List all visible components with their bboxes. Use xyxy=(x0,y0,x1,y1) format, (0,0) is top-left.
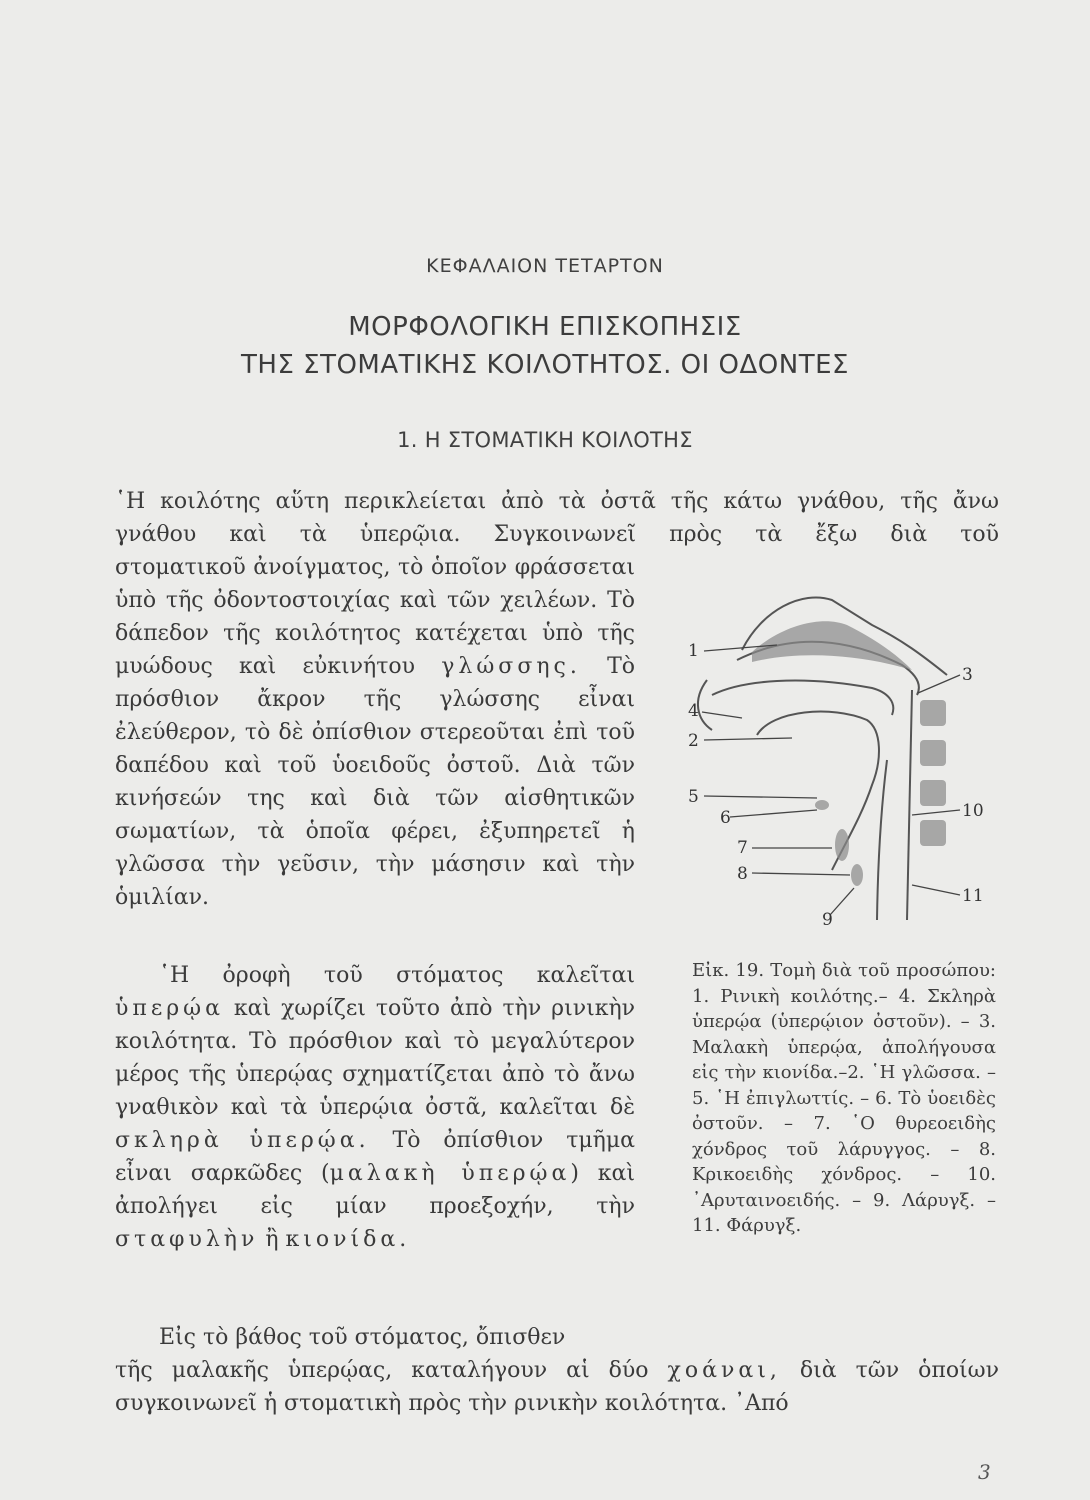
section-heading: 1. Η ΣΤΟΜΑΤΙΚΗ ΚΟΙΛΟΤΗΣ xyxy=(397,428,693,452)
lip-outline xyxy=(698,680,712,730)
paragraph-1-text-b: Τὸ πρόσθιον ἄκρον τῆς γλώσσης εἶναι ἐλεύθερον, τὸ δὲ ὀπίσθιον στερεοῦται ἐπὶ τοῦ δαπέδου καὶ τοῦ ὑοειδοῦς ὀστοῦ. Διὰ τῶν κινήσεών της καὶ διὰ τῶν αἰσθητικῶν σωματίων, τὰ ὁποῖα φέρει, ἐξυπηρετεῖ ἡ γλῶσσα τὴν γεῦσιν, τὴν μάσησιν καὶ τὴν ὁμιλίαν. xyxy=(115,654,635,910)
cricoid-cartilage xyxy=(851,864,863,886)
leader-5 xyxy=(704,796,817,798)
emphasis-glossa: γλώσσης. xyxy=(441,654,581,679)
emphasis-malaki-yperoa: μαλακὴ ὑπερῴα xyxy=(329,1161,571,1186)
leader-3 xyxy=(918,675,960,693)
paragraph-2-text-b: καὶ χωρίζει τοῦτο ἀπὸ τὴν ρινικὴν κοιλότητα. Τὸ πρόσθιον καὶ τὸ μεγαλύτερον μέρος τῆς ὑπερῴας σχηματίζεται ἀπὸ τὸ ἄνω γναθικὸν καὶ τὰ ὑπερῴια ὀστᾶ, καλεῖται δὲ xyxy=(115,996,635,1120)
figure-sagittal-section xyxy=(682,570,992,930)
paragraph-2-text-d: ) καὶ ἀπολήγει εἰς μίαν προεξοχήν, τὴν xyxy=(115,1161,635,1219)
paragraph-3-text-b: τῆς μαλακῆς ὑπερῴας, καταλήγουν αἱ δύο xyxy=(115,1358,649,1383)
tongue-outline xyxy=(757,712,879,870)
pharynx-wall xyxy=(907,690,912,920)
figure-label-3: 3 xyxy=(962,665,973,685)
chapter-title-line1: ΜΟΡΦΟΛΟΓΙΚΗ ΕΠΙΣΚΟΠΗΣΙΣ xyxy=(348,312,742,342)
paragraph-3-start: Εἰς τὸ βάθος τοῦ στόματος, ὄπισθεν xyxy=(159,1325,566,1350)
leader-8 xyxy=(752,873,850,875)
emphasis-kionida: κιονίδα. xyxy=(285,1227,411,1252)
paragraph-3-continued xyxy=(115,1354,999,1420)
chapter-title-line2: ΤΗΣ ΣΤΟΜΑΤΙΚΗΣ ΚΟΙΛΟΤΗΤΟΣ. ΟΙ ΟΔΟΝΤΕΣ xyxy=(241,350,849,380)
leader-4 xyxy=(702,712,742,718)
figure-label-9: 9 xyxy=(822,910,833,930)
hyoid-bone xyxy=(815,800,829,810)
figure-label-4: 4 xyxy=(688,701,699,721)
leader-9 xyxy=(830,888,854,915)
emphasis-yperoa: ὑπερῴα xyxy=(115,996,224,1021)
leader-10 xyxy=(912,810,960,815)
page-number: 3 xyxy=(978,1460,991,1484)
vertebra-4 xyxy=(920,820,946,846)
emphasis-sklira-yperoa: σκληρὰ ὑπερῴα. xyxy=(115,1128,370,1153)
paragraph-2-text-c: Τὸ ὀπίσθιον τμῆμα εἶναι σαρκῶδες ( xyxy=(115,1128,635,1186)
paragraph-2-text-a: ῾Η ὀροφὴ τοῦ στόματος καλεῖται xyxy=(159,963,635,988)
leader-6 xyxy=(730,810,817,817)
figure-caption: Εἰκ. 19. Τομὴ διὰ τοῦ προσώπου: 1. Ρινικὴ κοιλότης.– 4. Σκληρὰ ὑπερῴα (ὑπερῴιον ὀστοῦν). – 3. Μαλακὴ ὑπερῴα, ἀπολήγουσα εἰς τὴν κιονίδα.–2. ῾Η γλῶσσα. – 5. ῾Η ἐπιγλωττίς. – 6. Τὸ ὑοειδὲς ὀστοῦν. – 7. ῾Ο θυρεοειδὴς χόνδρος τοῦ λάρυγγος. – 8. Κρικοειδὴς χόνδρος. – 10. ᾿Αρυταινοειδής. – 9. Λάρυγξ. – 11. Φάρυγξ. xyxy=(692,960,996,1236)
chapter-heading: ΚΕΦΑΛΑΙΟΝ ΤΕΤΑΡΤΟΝ xyxy=(426,255,664,277)
figure-label-6: 6 xyxy=(720,808,731,828)
figure-label-2: 2 xyxy=(688,731,699,751)
emphasis-stafyli: σταφυλὴν xyxy=(115,1227,259,1252)
figure-label-8: 8 xyxy=(737,864,748,884)
figure-label-5: 5 xyxy=(688,787,699,807)
figure-label-7: 7 xyxy=(737,838,748,858)
pharynx-wall-inner xyxy=(877,760,887,920)
hard-palate-outline xyxy=(712,681,893,715)
paragraph-1-text-a: στοματικοῦ ἀνοίγματος, τὸ ὁποῖον φράσσεται ὑπὸ τῆς ὀδοντοστοιχίας καὶ τῶν χειλέων. Τὸ δάπεδον τῆς κοιλότητος κατέχεται ὑπὸ τῆς μυώδους καὶ εὐκινήτου xyxy=(115,555,635,679)
figure-label-1: 1 xyxy=(688,641,699,661)
vertebra-3 xyxy=(920,780,946,806)
thyroid-cartilage xyxy=(835,829,849,861)
leader-2 xyxy=(704,738,792,740)
figure-label-10: 10 xyxy=(962,801,984,821)
vertebra-2 xyxy=(920,740,946,766)
emphasis-choanai: χοάναι, xyxy=(667,1358,781,1383)
paragraph-2-text-e: ἢ xyxy=(265,1227,279,1252)
vertebra-1 xyxy=(920,700,946,726)
figure-label-11: 11 xyxy=(962,886,984,906)
paragraph-1-full-width: ῾Η κοιλότης αὕτη περικλείεται ἀπὸ τὰ ὀστᾶ τῆς κάτω γνάθου, τῆς ἄνω γνάθου καὶ τὰ ὑπερῷια. Συγκοινωνεῖ πρὸς τὰ ἔξω διὰ τοῦ xyxy=(115,489,999,547)
paragraph-1-column xyxy=(115,551,635,914)
paragraph-3-text-c: διὰ τῶν ὁποίων συγκοινωνεῖ ἡ στοματικὴ πρὸς τὴν ρινικὴν κοιλότητα. ᾿Από xyxy=(115,1358,999,1416)
leader-11 xyxy=(912,885,960,895)
paragraph-2 xyxy=(115,959,635,1256)
